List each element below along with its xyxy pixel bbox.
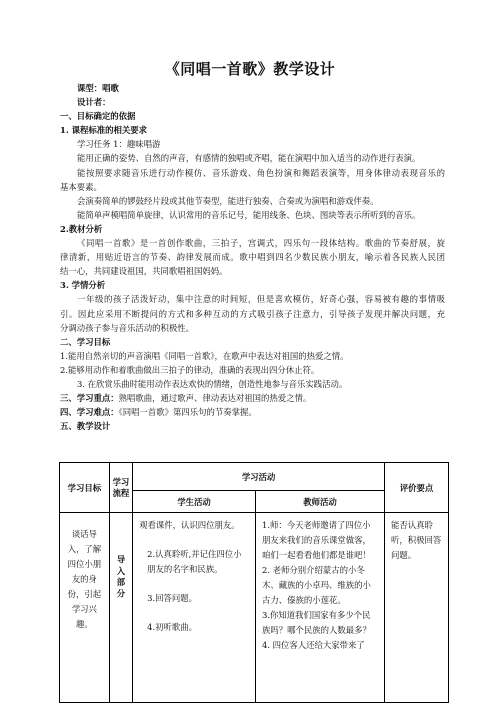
lesson-plan-table <box>59 462 449 703</box>
teacher-activity <box>256 513 385 703</box>
body-line: 引。因此应采用不断提问的方式和多种互动的方式吸引孩子注意力，引导孩子发现并解决问题，充 <box>60 308 445 319</box>
body-line: 一、目标确定的依据 <box>60 111 136 122</box>
student-item: 2.认真聆听,并记住四位小朋友的名字和民族。 <box>147 549 242 574</box>
body-line: 能按照要求随音乐进行动作模仿、音乐游戏、角色扮演和舞蹈表演等，用身体律动表现音乐的 <box>77 167 445 178</box>
body-line: 三、学习重点：熟唱歌曲，通过歌声、律动表达对祖国的热爱之情。 <box>60 393 312 404</box>
header-teacher: 教师活动 <box>256 491 385 513</box>
student-item: 3.回答问题。 <box>147 593 197 603</box>
body-line: 律清新，用贴近语言的节奏、韵律发展而成。歌中唱到四名少数民族小朋友，喻示着各民族人民团 <box>60 252 445 263</box>
body-line: 五、教学设计 <box>60 421 111 432</box>
body-line: 课型：唱歌 <box>77 83 119 93</box>
row-process: 导入部分 <box>115 555 126 601</box>
header-eval: 评价要点 <box>385 463 449 513</box>
body-line: 四、学习难点：《同唱一首歌》第四乐句的节奏掌握。 <box>60 407 257 418</box>
body-line: 一年级的孩子活泼好动，集中注意的时间短，但是喜欢模仿，好奇心强，容易被有趣的事情吸 <box>77 294 445 305</box>
body-line: 能用正确的姿势、自然的声音，有感情的独唱或齐唱，能在演唱中加入适当的动作进行表演。 <box>77 153 421 164</box>
body-line: 学习任务 1：趣味唱游 <box>77 139 161 150</box>
student-item: 4.初听歌曲。 <box>147 622 197 632</box>
body-line: 基本要素。 <box>60 181 102 192</box>
teacher-item: 4. 四位客人还给大家带来了 <box>262 640 365 650</box>
student-item <box>139 577 249 591</box>
teacher-item: 3.你知道我们国家有多少个民族吗？哪个民族的人数最多？ <box>262 610 371 635</box>
body-line: 2.教材分析 <box>60 223 103 234</box>
body-line: 3. 在欣赏乐曲时能用动作表达欢快的情绪，创造性地参与音乐实践活动。 <box>77 378 348 389</box>
evaluation: 能否认真聆听，积极回答问题。 <box>385 513 449 703</box>
header-goal: 学习目标 <box>60 463 110 513</box>
body-line: 1.能用自然亲切的声音演唱《同唱一首歌》，在歌声中表达对祖国的热爱之情。 <box>60 350 349 361</box>
row-goal: 谈话导入，了解四位小朋友的身份，引起学习兴趣。 <box>60 513 110 703</box>
body-line: 设计者： <box>77 97 111 108</box>
body-line: 结一心，共同建设祖国，共同歌唱祖国妈妈。 <box>60 266 228 277</box>
page-title: 《同唱一首歌》教学设计 <box>164 60 336 78</box>
student-item: 观看课件，认识四位朋友。 <box>139 520 240 530</box>
header-process: 学习流程 <box>109 463 132 513</box>
document-body <box>60 81 445 433</box>
body-line: 分调动孩子参与音乐活动的积极性。 <box>60 322 194 333</box>
student-item <box>139 606 249 620</box>
teacher-item: 1.师：今天老师邀请了四位小朋友来我们的音乐课堂做客，咱们一起看看他们都是谁吧！ <box>262 520 371 560</box>
student-item <box>139 533 249 547</box>
body-line: 2.能够用动作和着歌曲做出三拍子的律动，准确的表现出四分休止符。 <box>60 364 320 375</box>
student-activity <box>133 513 256 703</box>
teacher-item: 2. 老师分别介绍蒙古的小冬木、藏族的小卓玛、维族的小古力、傣族的小莲花。 <box>262 565 371 605</box>
body-line: 《同唱一首歌》是一首创作歌曲，三拍子，宫调式，四乐句一段体结构。歌曲的节奏舒展，旋 <box>77 238 445 249</box>
body-line: 能简单声模唱简单旋律，认识常用的音乐记号，能用线条、色块、图块等表示所听到的音乐。 <box>77 209 421 220</box>
body-line: 会演奏简单的锣鼓经片段或其他节奏型，能进行独奏、合奏或为演唱和游戏伴奏。 <box>77 195 379 206</box>
body-line: 1. 课程标准的相关要求 <box>60 125 148 136</box>
body-line: 3. 学情分析 <box>60 280 106 291</box>
header-student: 学生活动 <box>133 491 256 513</box>
header-activity: 学习活动 <box>133 463 385 491</box>
body-line: 二、学习目标 <box>60 336 111 347</box>
